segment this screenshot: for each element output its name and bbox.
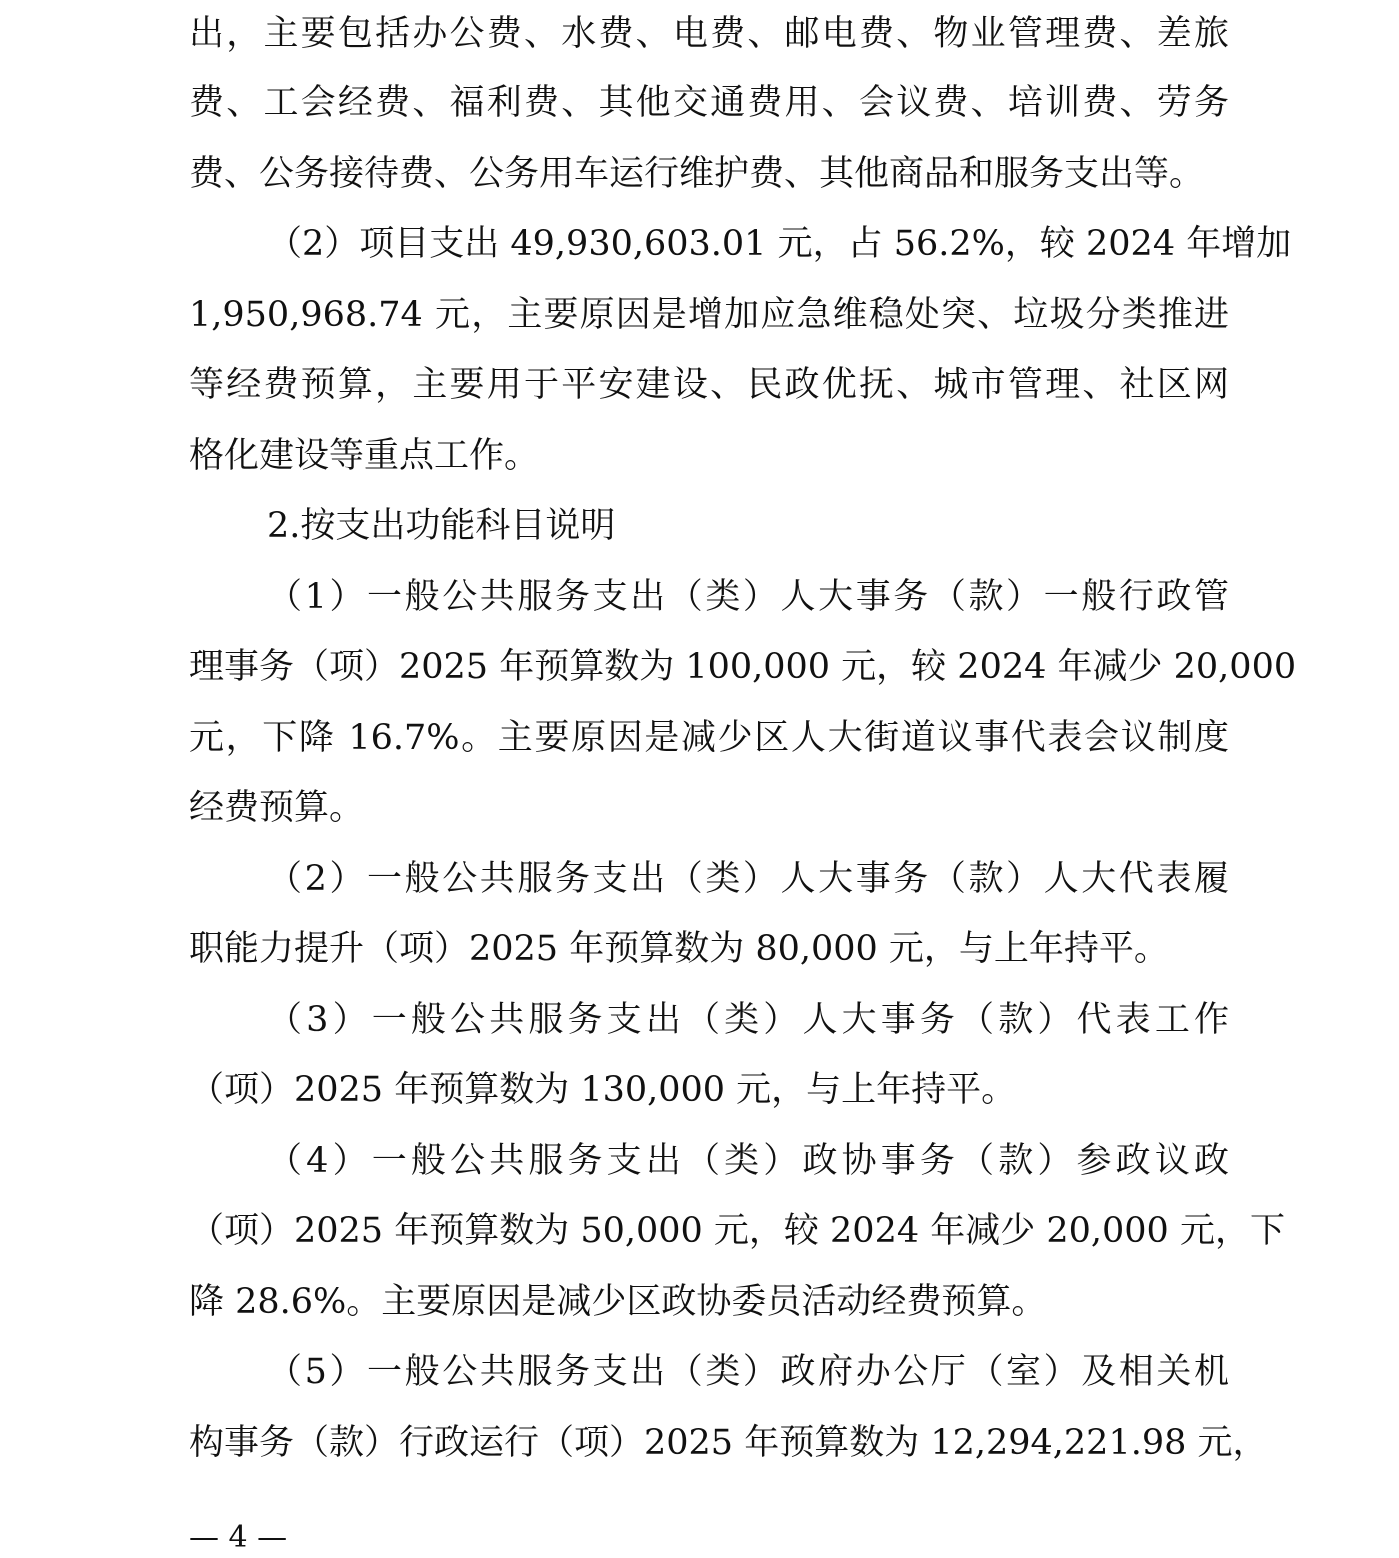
- document-body: [189, 0, 1297, 1478]
- text-line: （5）一般公共服务支出（类）政府办公厅（室）及相关机: [267, 1352, 1229, 1392]
- text-line: （2）一般公共服务支出（类）人大事务（款）人大代表履: [267, 858, 1229, 899]
- paragraph-item-1: [189, 562, 1297, 844]
- text-line: 经费预算。: [189, 788, 365, 828]
- text-line: （项）2025 年预算数为 130,000 元，与上年持平。: [189, 1070, 1017, 1110]
- text-line: （项）2025 年预算数为 50,000 元，较 2024 年减少 20,000 元，下: [189, 1211, 1285, 1251]
- paragraph-item-3: [189, 985, 1229, 1126]
- paragraph-item-4: [189, 1126, 1285, 1338]
- page-number: — 4 —: [189, 1520, 288, 1555]
- text-line: 等经费预算，主要用于平安建设、民政优抚、城市管理、社区网: [189, 365, 1229, 405]
- text-line: 费、公务接待费、公务用车运行维护费、其他商品和服务支出等。: [189, 153, 1205, 194]
- text-line: （2）项目支出 49,930,603.01 元，占 56.2%，较 2024 年增加: [267, 224, 1292, 264]
- section-heading: [189, 491, 1229, 562]
- text-line: （4）一般公共服务支出（类）政协事务（款）参政议政: [267, 1140, 1229, 1181]
- text-line: 费、工会经费、福利费、其他交通费用、会议费、培训费、劳务: [189, 83, 1229, 123]
- text-line: 职能力提升（项）2025 年预算数为 80,000 元，与上年持平。: [189, 929, 1169, 969]
- paragraph-project-expenditure: [189, 209, 1292, 491]
- text-line: 降 28.6%。主要原因是减少区政协委员活动经费预算。: [189, 1281, 1047, 1322]
- text-line: 元，下降 16.7%。主要原因是减少区人大街道议事代表会议制度: [189, 717, 1229, 758]
- text-line: （1）一般公共服务支出（类）人大事务（款）一般行政管: [267, 576, 1229, 617]
- paragraph-item-5: [189, 1337, 1268, 1478]
- text-line: 理事务（项）2025 年预算数为 100,000 元，较 2024 年减少 20,000: [189, 647, 1297, 687]
- paragraph-item-2: [189, 844, 1229, 985]
- text-line: 构事务（款）行政运行（项）2025 年预算数为 12,294,221.98 元，: [189, 1422, 1268, 1463]
- text-line: 出，主要包括办公费、水费、电费、邮电费、物业管理费、差旅: [189, 14, 1229, 54]
- paragraph-continuation: [189, 0, 1229, 209]
- text-line: 格化建设等重点工作。: [189, 435, 540, 476]
- text-line: 1,950,968.74 元，主要原因是增加应急维稳处突、垃圾分类推进: [189, 294, 1229, 335]
- heading-line: 2.按支出功能科目说明: [267, 506, 616, 546]
- text-line: （3）一般公共服务支出（类）人大事务（款）代表工作: [267, 999, 1229, 1040]
